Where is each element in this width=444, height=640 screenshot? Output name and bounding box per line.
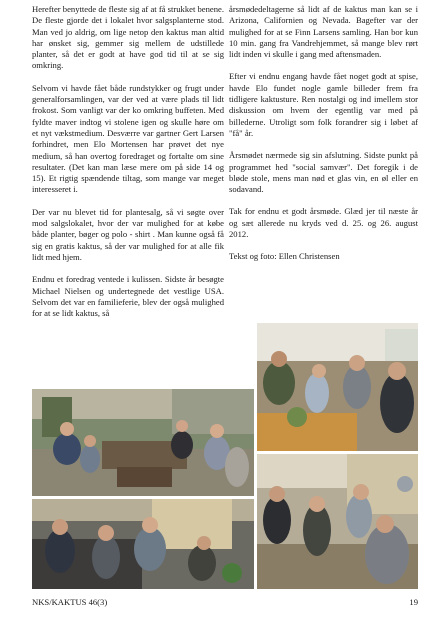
photo-indoor-group [257,323,418,451]
paragraph-usa-lecture: Endnu et foredrag ventede i kulissen. Sidste år besøgte Michael Nielsen og undertegnede det vestlige USA. Selvom det var en familieferie, blev der også mulighed for at se lidt kaktus, så [32,274,224,319]
page-number: 19 [409,597,418,607]
right-text-column [229,4,418,274]
left-text-column [32,4,224,330]
paragraph-thanks: Tak for endnu et godt årsmøde. Glæd jer til næste år og sæt allerede nu kryds ved d. 25. og 26. august 2012. [229,206,418,240]
paragraph-collection-visit: årsmødedeltagerne så lidt af de kaktus man kan se i Arizona, Californien og Nevada. Bagefter var der mulighed for at se Finn Larsens samling. Han bor kun 10 min. gang fra Vandrehjemmet, så mange blev rørt lidt inden vi skulle i gang med aftensmaden. [229,4,418,60]
paragraph-plant-sale: Der var nu blevet tid for plantesalg, så vi søgte over mod salgslokalet, hvor der var mulighed for at købe både planter, bøger og polo - shirt . Man kunne også få sig en gratis kaktus, så der var mulighed for at alle fik lidt med hjem. [32,206,224,262]
photo-sofa-group [257,454,418,589]
photo-lounge-chairs [32,499,254,589]
photo-courtyard-group [32,389,254,496]
paragraph-credit: Tekst og foto: Ellen Christensen [229,251,340,262]
paragraph-break-time: Herefter benyttede de fleste sig af at få strukket benene. De fleste gjorde det i lokalet hvor salgsplanterne stod. Man ved jo aldrig, om lige netop den kaktus man altid har ønsket sig, gemmer sig mellem de udstillede planter, så det er godt at have god tid til at se sig omkring. [32,4,224,71]
paragraph-old-photos: Efter vi endnu engang havde fået noget godt at spise, havde Elo fundet nogle gamle billeder frem fra tidligere kaktusture. Ren nostalgi og ind imellem stor diskussion om hvem der egentlig var med på billederne. Utroligt som folk forandrer sig i løbet af "få" år. [229,71,418,138]
journal-issue: NKS/KAKTUS 46(3) [32,597,108,607]
paragraph-social: Årsmødet nærmede sig sin afslutning. Sidste punkt på programmet hed "social samvær". Det foregik i de bløde stole, mens man nød et glas vin, en øl eller en sodavand. [229,150,418,195]
paragraph-lunch-lecture: Selvom vi havde fået både rundstykker og frugt under generalforsamlingen, var der ved at være plads til lidt frokost. Som vanligt var der ko omkring buffeten. Med fyldte maver indtog vi stolene igen og skulle høre om et nyt vækstmedium. Desværre var gartner Gert Larsen forhindret, men Elo Mortensen har prøvet det nye medium, så han overtog foredraget og fortalte om sine resultater. (Det kan man læse mere om på side 14 og 15). Et rigtig spændende tiltag, som mange var meget interesseret i. [32,82,224,195]
